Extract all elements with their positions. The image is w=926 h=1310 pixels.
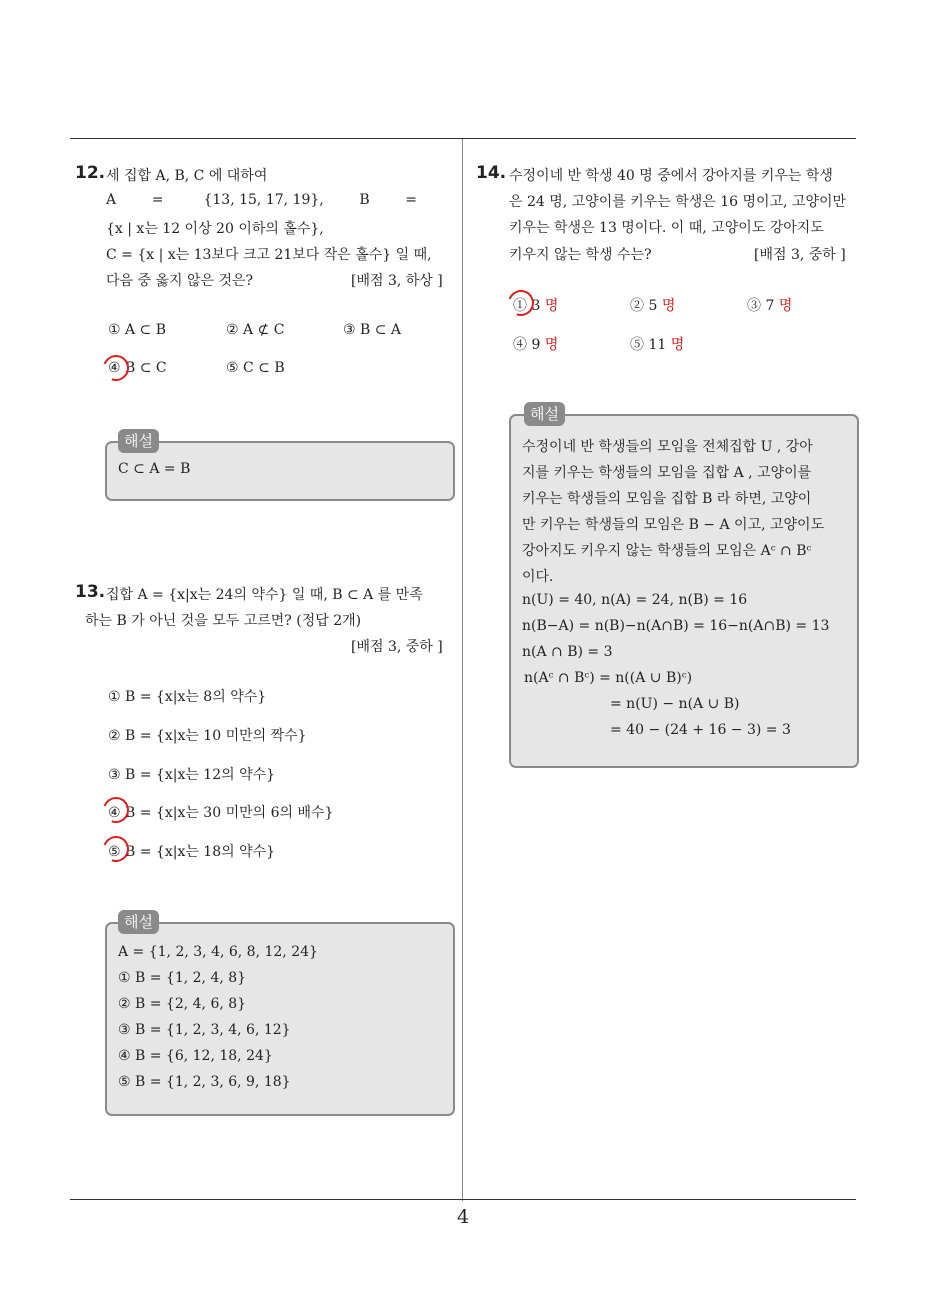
question-text-line: 다음 중 옳지 않은 것은? — [106, 273, 254, 289]
choice-mark: ② — [630, 298, 644, 314]
question-text-line: 은 24 명, 고양이를 키우는 학생은 16 명이고, 고양이만 — [509, 194, 847, 210]
choice-value: 11 — [648, 337, 667, 353]
solution-line: ④ B = {6, 12, 18, 24} — [118, 1048, 273, 1064]
choice-unit: 명 — [778, 298, 793, 314]
points-label: [배점 3, 중하 ] — [351, 639, 443, 655]
solution-line: ⑤ B = {1, 2, 3, 6, 9, 18} — [118, 1074, 291, 1090]
question-text-line: 키우지 않는 학생 수는? — [509, 247, 652, 263]
question-number: 13. — [75, 582, 106, 602]
bottom-rule — [70, 1199, 856, 1200]
question-text-line: 세 집합 A, B, C 에 대하여 — [106, 168, 268, 184]
choice-unit: 명 — [544, 337, 559, 353]
solution-line: = n(U) − n(A ∪ B) — [610, 696, 740, 712]
choice-4[interactable] — [513, 334, 558, 354]
answer-circle-mark — [99, 351, 134, 386]
choice-2[interactable]: ② B = {x|x는 10 미만의 짝수} — [108, 728, 307, 744]
solution-line: = 40 − (24 + 16 − 3) = 3 — [610, 722, 791, 738]
choice-value: 3 — [531, 298, 541, 314]
choice-2[interactable] — [630, 295, 675, 315]
question-text-line: 키우는 학생은 13 명이다. 이 때, 고양이도 강아지도 — [509, 220, 824, 236]
question-number: 12. — [75, 163, 106, 183]
column-divider — [462, 139, 463, 1201]
solution-tag: 해설 — [524, 402, 565, 426]
question-text-line: 집합 A = {x|x는 24의 약수} 일 때, B ⊂ A 를 만족 — [106, 587, 423, 603]
solution-line: n(Aᶜ ∩ Bᶜ) = n((A ∪ B)ᶜ) — [524, 670, 693, 686]
choice-5[interactable]: ⑤ C ⊂ B — [226, 360, 285, 376]
choice-mark: ④ — [513, 337, 527, 353]
choice-value: 7 — [765, 298, 775, 314]
solution-line: ③ B = {1, 2, 3, 4, 6, 12} — [118, 1022, 291, 1038]
solution-line: ① B = {1, 2, 4, 8} — [118, 970, 247, 986]
choice-3[interactable]: ③ B ⊂ A — [343, 322, 402, 338]
solution-tag: 해설 — [118, 429, 159, 453]
question-text-line: C = {x | x는 13보다 크고 21보다 작은 홀수} 일 때, — [106, 247, 432, 263]
choice-value: 5 — [648, 298, 658, 314]
solution-line: 지를 키우는 학생들의 모임을 집합 A , 고양이를 — [522, 465, 812, 481]
solution-line: n(U) = 40, n(A) = 24, n(B) = 16 — [522, 592, 748, 608]
choice-2[interactable]: ② A ⊄ C — [226, 322, 285, 338]
choice-mark: ⑤ — [630, 337, 644, 353]
choice-1[interactable]: ① B = {x|x는 8의 약수} — [108, 689, 267, 705]
choice-4[interactable]: ④ B ⊂ C — [108, 360, 167, 376]
top-rule — [70, 138, 856, 139]
answer-circle-mark — [99, 832, 134, 867]
solution-line: 만 키우는 학생들의 모임은 B − A 이고, 고양이도 — [522, 517, 825, 533]
choice-mark: ③ — [747, 298, 761, 314]
points-label: [배점 3, 하상 ] — [351, 273, 443, 289]
solution-line: 수정이네 반 학생들의 모임을 전체집합 U , 강아 — [522, 439, 813, 455]
answer-circle-mark — [504, 286, 539, 321]
solution-line: A = {1, 2, 3, 4, 6, 8, 12, 24} — [118, 944, 318, 960]
solution-line: n(B−A) = n(B)−n(A∩B) = 16−n(A∩B) = 13 — [522, 618, 830, 634]
choice-3[interactable] — [747, 295, 792, 315]
choice-5[interactable]: ⑤ B = {x|x는 18의 약수} — [108, 844, 276, 860]
choice-5[interactable] — [630, 334, 684, 354]
question-text-line: {x | x는 12 이상 20 이하의 홀수}, — [106, 221, 324, 237]
solution-line: 강아지도 키우지 않는 학생들의 모임은 Aᶜ ∩ Bᶜ — [522, 543, 812, 559]
choice-1[interactable]: ① A ⊂ B — [108, 322, 167, 338]
points-label: [배점 3, 중하 ] — [754, 247, 846, 263]
question-text-line: 하는 B 가 아닌 것을 모두 고르면? (정답 2개) — [85, 613, 362, 629]
choice-3[interactable]: ③ B = {x|x는 12의 약수} — [108, 767, 276, 783]
choice-unit: 명 — [661, 298, 676, 314]
solution-tag: 해설 — [118, 910, 159, 934]
answer-circle-mark — [99, 793, 134, 828]
solution-line: ② B = {2, 4, 6, 8} — [118, 996, 247, 1012]
page-number: 4 — [456, 1206, 470, 1228]
solution-line: 이다. — [522, 569, 554, 585]
choice-4[interactable]: ④ B = {x|x는 30 미만의 6의 배수} — [108, 805, 334, 821]
question-text-line: A = {13, 15, 17, 19}, B = — [106, 192, 417, 208]
solution-line: 키우는 학생들의 모임을 집합 B 라 하면, 고양이 — [522, 491, 812, 507]
question-text-line: 수정이네 반 학생 40 명 중에서 강아지를 키우는 학생 — [509, 168, 833, 184]
question-number: 14. — [476, 163, 507, 183]
choice-unit: 명 — [670, 337, 685, 353]
solution-line: C ⊂ A = B — [118, 461, 191, 477]
choice-value: 9 — [531, 337, 541, 353]
choice-mark: ① — [513, 298, 527, 314]
choice-unit: 명 — [544, 298, 559, 314]
solution-line: n(A ∩ B) = 3 — [522, 644, 613, 660]
